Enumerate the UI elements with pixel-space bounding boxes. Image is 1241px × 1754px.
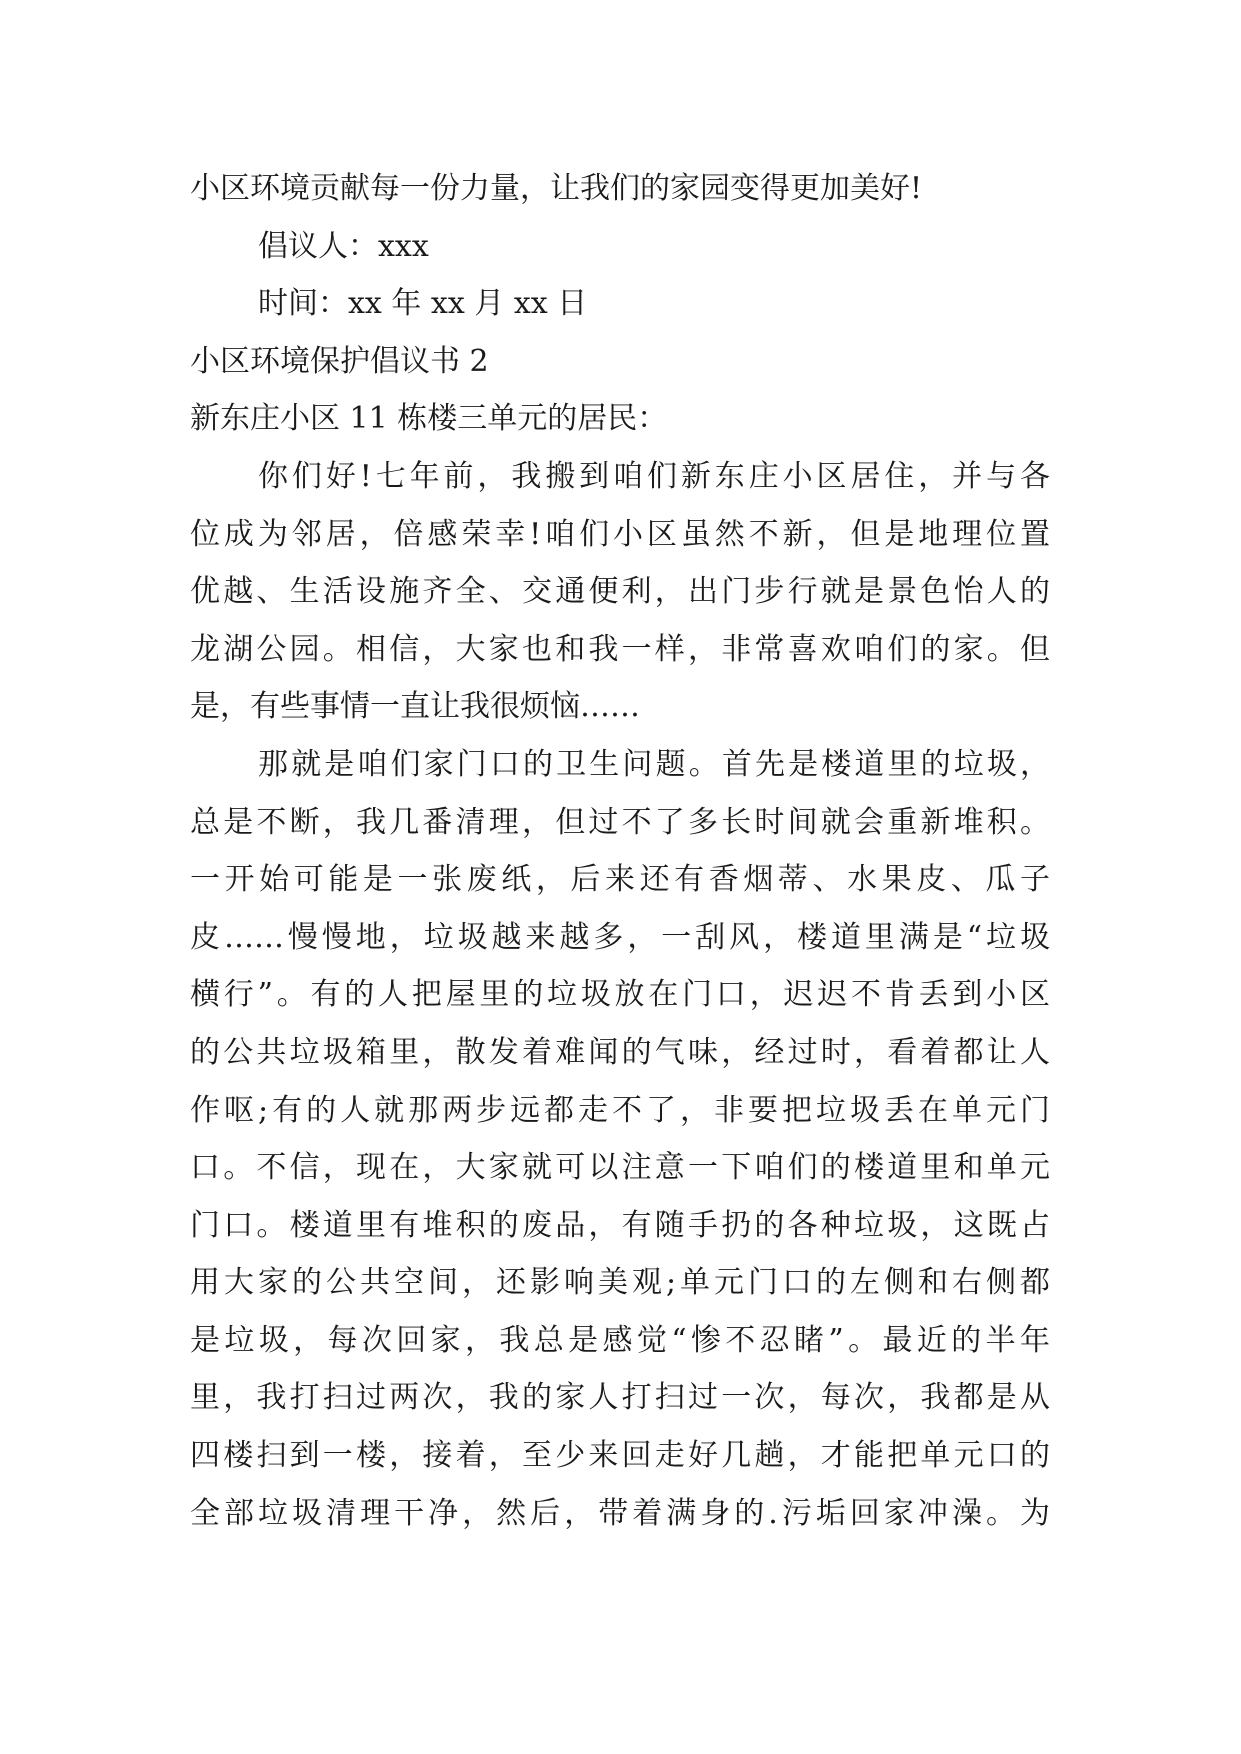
body-line: 作呕;有的人就那两步远都走不了，非要把垃圾丢在单元门 xyxy=(190,1092,1050,1128)
section-title: 小区环境保护倡议书 2 xyxy=(190,343,489,379)
body-line: 里，我打扫过两次，我的家人打扫过一次，每次，我都是从 xyxy=(190,1380,1050,1416)
salutation-line: 新东庄小区 11 栋楼三单元的居民： xyxy=(190,401,668,437)
closing-paragraph-line: 小区环境贡献每一份力量，让我们的家园变得更加美好! xyxy=(190,171,923,206)
proposer-line: 倡议人：xxx xyxy=(258,228,429,264)
body-line: 位成为邻居，倍感荣幸!咱们小区虽然不新，但是地理位置 xyxy=(190,516,1050,552)
body-line: 横行”。有的人把屋里的垃圾放在门口，迟迟不肯丢到小区 xyxy=(190,977,1050,1013)
body-line: 是垃圾，每次回家，我总是感觉“惨不忍睹”。最近的半年 xyxy=(190,1322,1050,1358)
body-line: 门口。楼道里有堆积的废品，有随手扔的各种垃圾，这既占 xyxy=(190,1207,1050,1243)
date-line: 时间：xx 年 xx 月 xx 日 xyxy=(258,286,588,322)
document-body xyxy=(190,160,1050,1542)
body-line: 四楼扫到一楼，接着，至少来回走好几趟，才能把单元口的 xyxy=(190,1438,1050,1474)
body-line: 一开始可能是一张废纸，后来还有香烟蒂、水果皮、瓜子 xyxy=(190,862,1050,898)
body-line: 龙湖公园。相信，大家也和我一样，非常喜欢咱们的家。但 xyxy=(190,631,1050,667)
body-line: 的公共垃圾箱里，散发着难闻的气味，经过时，看着都让人 xyxy=(190,1034,1050,1070)
body-line: 全部垃圾清理干净，然后，带着满身的.污垢回家冲澡。为 xyxy=(190,1495,1050,1531)
body-line: 皮……慢慢地，垃圾越来越多，一刮风，楼道里满是“垃圾 xyxy=(190,919,1050,955)
body-line: 用大家的公共空间，还影响美观;单元门口的左侧和右侧都 xyxy=(190,1265,1050,1301)
body-line: 口。不信，现在，大家就可以注意一下咱们的楼道里和单元 xyxy=(190,1150,1050,1186)
body-line: 总是不断，我几番清理，但过不了多长时间就会重新堆积。 xyxy=(190,804,1050,840)
body-line: 优越、生活设施齐全、交通便利，出门步行就是景色怡人的 xyxy=(190,574,1050,610)
body-line: 那就是咱们家门口的卫生问题。首先是楼道里的垃圾， xyxy=(258,746,1050,782)
body-line: 是，有些事情一直让我很烦恼…… xyxy=(190,689,640,725)
body-line: 你们好!七年前，我搬到咱们新东庄小区居住，并与各 xyxy=(258,458,1050,494)
